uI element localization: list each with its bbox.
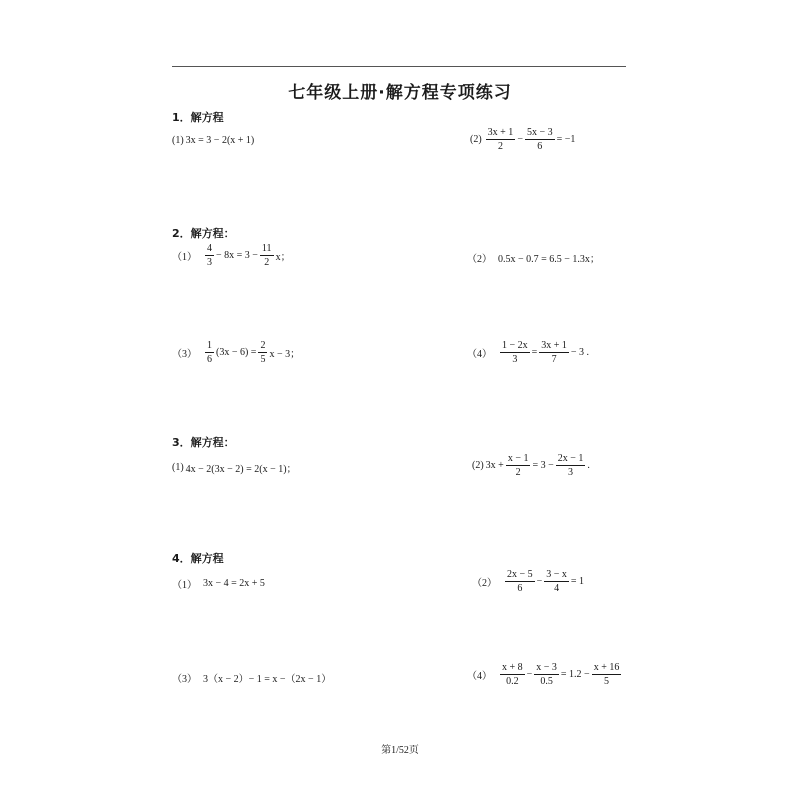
problem-1-1: (1) 3x = 3 − 2(x + 1) <box>172 135 255 146</box>
fraction: $\frac{x + 16}{5}$ <box>593 662 620 687</box>
section-1-heading: 1．解方程 <box>172 111 224 124</box>
problem-4-1: （1） 3x − 4 = 2x + 5 <box>172 578 265 591</box>
problem-3-1: (1) 4x − 2(3x − 2) = 2(x − 1)； <box>172 462 297 475</box>
fraction: $\frac{3x + 1}{2}$ <box>487 127 514 152</box>
equation-text: 0.5x − 0.7 = 6.5 − 1.3x； <box>498 254 600 265</box>
page-title: 七年级上册·解方程专项练习 <box>288 83 512 103</box>
equation-text: 3x = 3 − 2(x + 1) <box>185 135 255 146</box>
equation-text: 3x − 4 = 2x + 5 <box>203 578 265 589</box>
fraction: $\frac{3 - x}{4}$ <box>546 569 567 594</box>
page-number: 第1/52页 <box>381 745 419 756</box>
problem-4-2: （2） $\frac{2x - 5}{6}$ − $\frac{3 - x}{4}$ = 1 <box>472 569 585 594</box>
fraction: $\frac{x + 8}{0.2}$ <box>502 662 523 687</box>
problem-4-3: （3） 3（x − 2）− 1 = x −（2x − 1） <box>172 670 331 685</box>
problem-2-4: （4） $\frac{1 - 2x}{3}$ = $\frac{3x + 1}{7}$ − 3 . <box>467 340 590 365</box>
fraction: $\frac{1 - 2x}{3}$ <box>502 340 528 365</box>
problem-4-4: （4） $\frac{x + 8}{0.2}$ − $\frac{x - 3}{0.5}$ = 1.2 − $\frac{x + 16}{5}$ <box>467 662 620 687</box>
fraction: $\frac{3x + 1}{7}$ <box>541 340 567 365</box>
fraction: $\frac{5x - 3}{6}$ <box>526 127 553 152</box>
fraction: $\frac{4}{3}$ <box>207 243 212 268</box>
equation-text: 3（x − 2）− 1 = x −（2x − 1） <box>203 674 332 685</box>
fraction: $\frac{11}{2}$ <box>261 243 272 268</box>
fraction: $\frac{2x - 5}{6}$ <box>507 569 533 594</box>
fraction: $\frac{x - 3}{0.5}$ <box>536 662 557 687</box>
problem-2-2: （2） 0.5x − 0.7 = 6.5 − 1.3x； <box>467 250 600 265</box>
equation-text: 4x − 2(3x − 2) = 2(x − 1)； <box>185 464 297 475</box>
problem-3-2: (2) 3x + $\frac{x - 1}{2}$ = 3 − $\frac{2x - 1}{3}$ . <box>472 453 590 478</box>
fraction: $\frac{1}{6}$ <box>207 340 212 365</box>
section-2-heading: 2．解方程： <box>172 227 235 240</box>
problem-1-2: (2) $\frac{3x + 1}{2}$ − $\frac{5x - 3}{6}$ = −1 <box>470 127 576 152</box>
section-4-heading: 4．解方程 <box>172 552 224 565</box>
section-3-heading: 3．解方程： <box>172 436 235 449</box>
header-rule <box>172 66 626 67</box>
problem-2-1: （1） $\frac{4}{3}$ − 8x = 3 − $\frac{11}{2}$ x； <box>172 243 291 268</box>
fraction: $\frac{2}{5}$ <box>260 340 266 365</box>
fraction: $\frac{x - 1}{2}$ <box>507 453 529 478</box>
fraction: $\frac{2x - 1}{3}$ <box>557 453 584 478</box>
problem-2-3: （3） $\frac{1}{6}$ (3x − 6) = $\frac{2}{5}$ x − 3； <box>172 340 301 365</box>
